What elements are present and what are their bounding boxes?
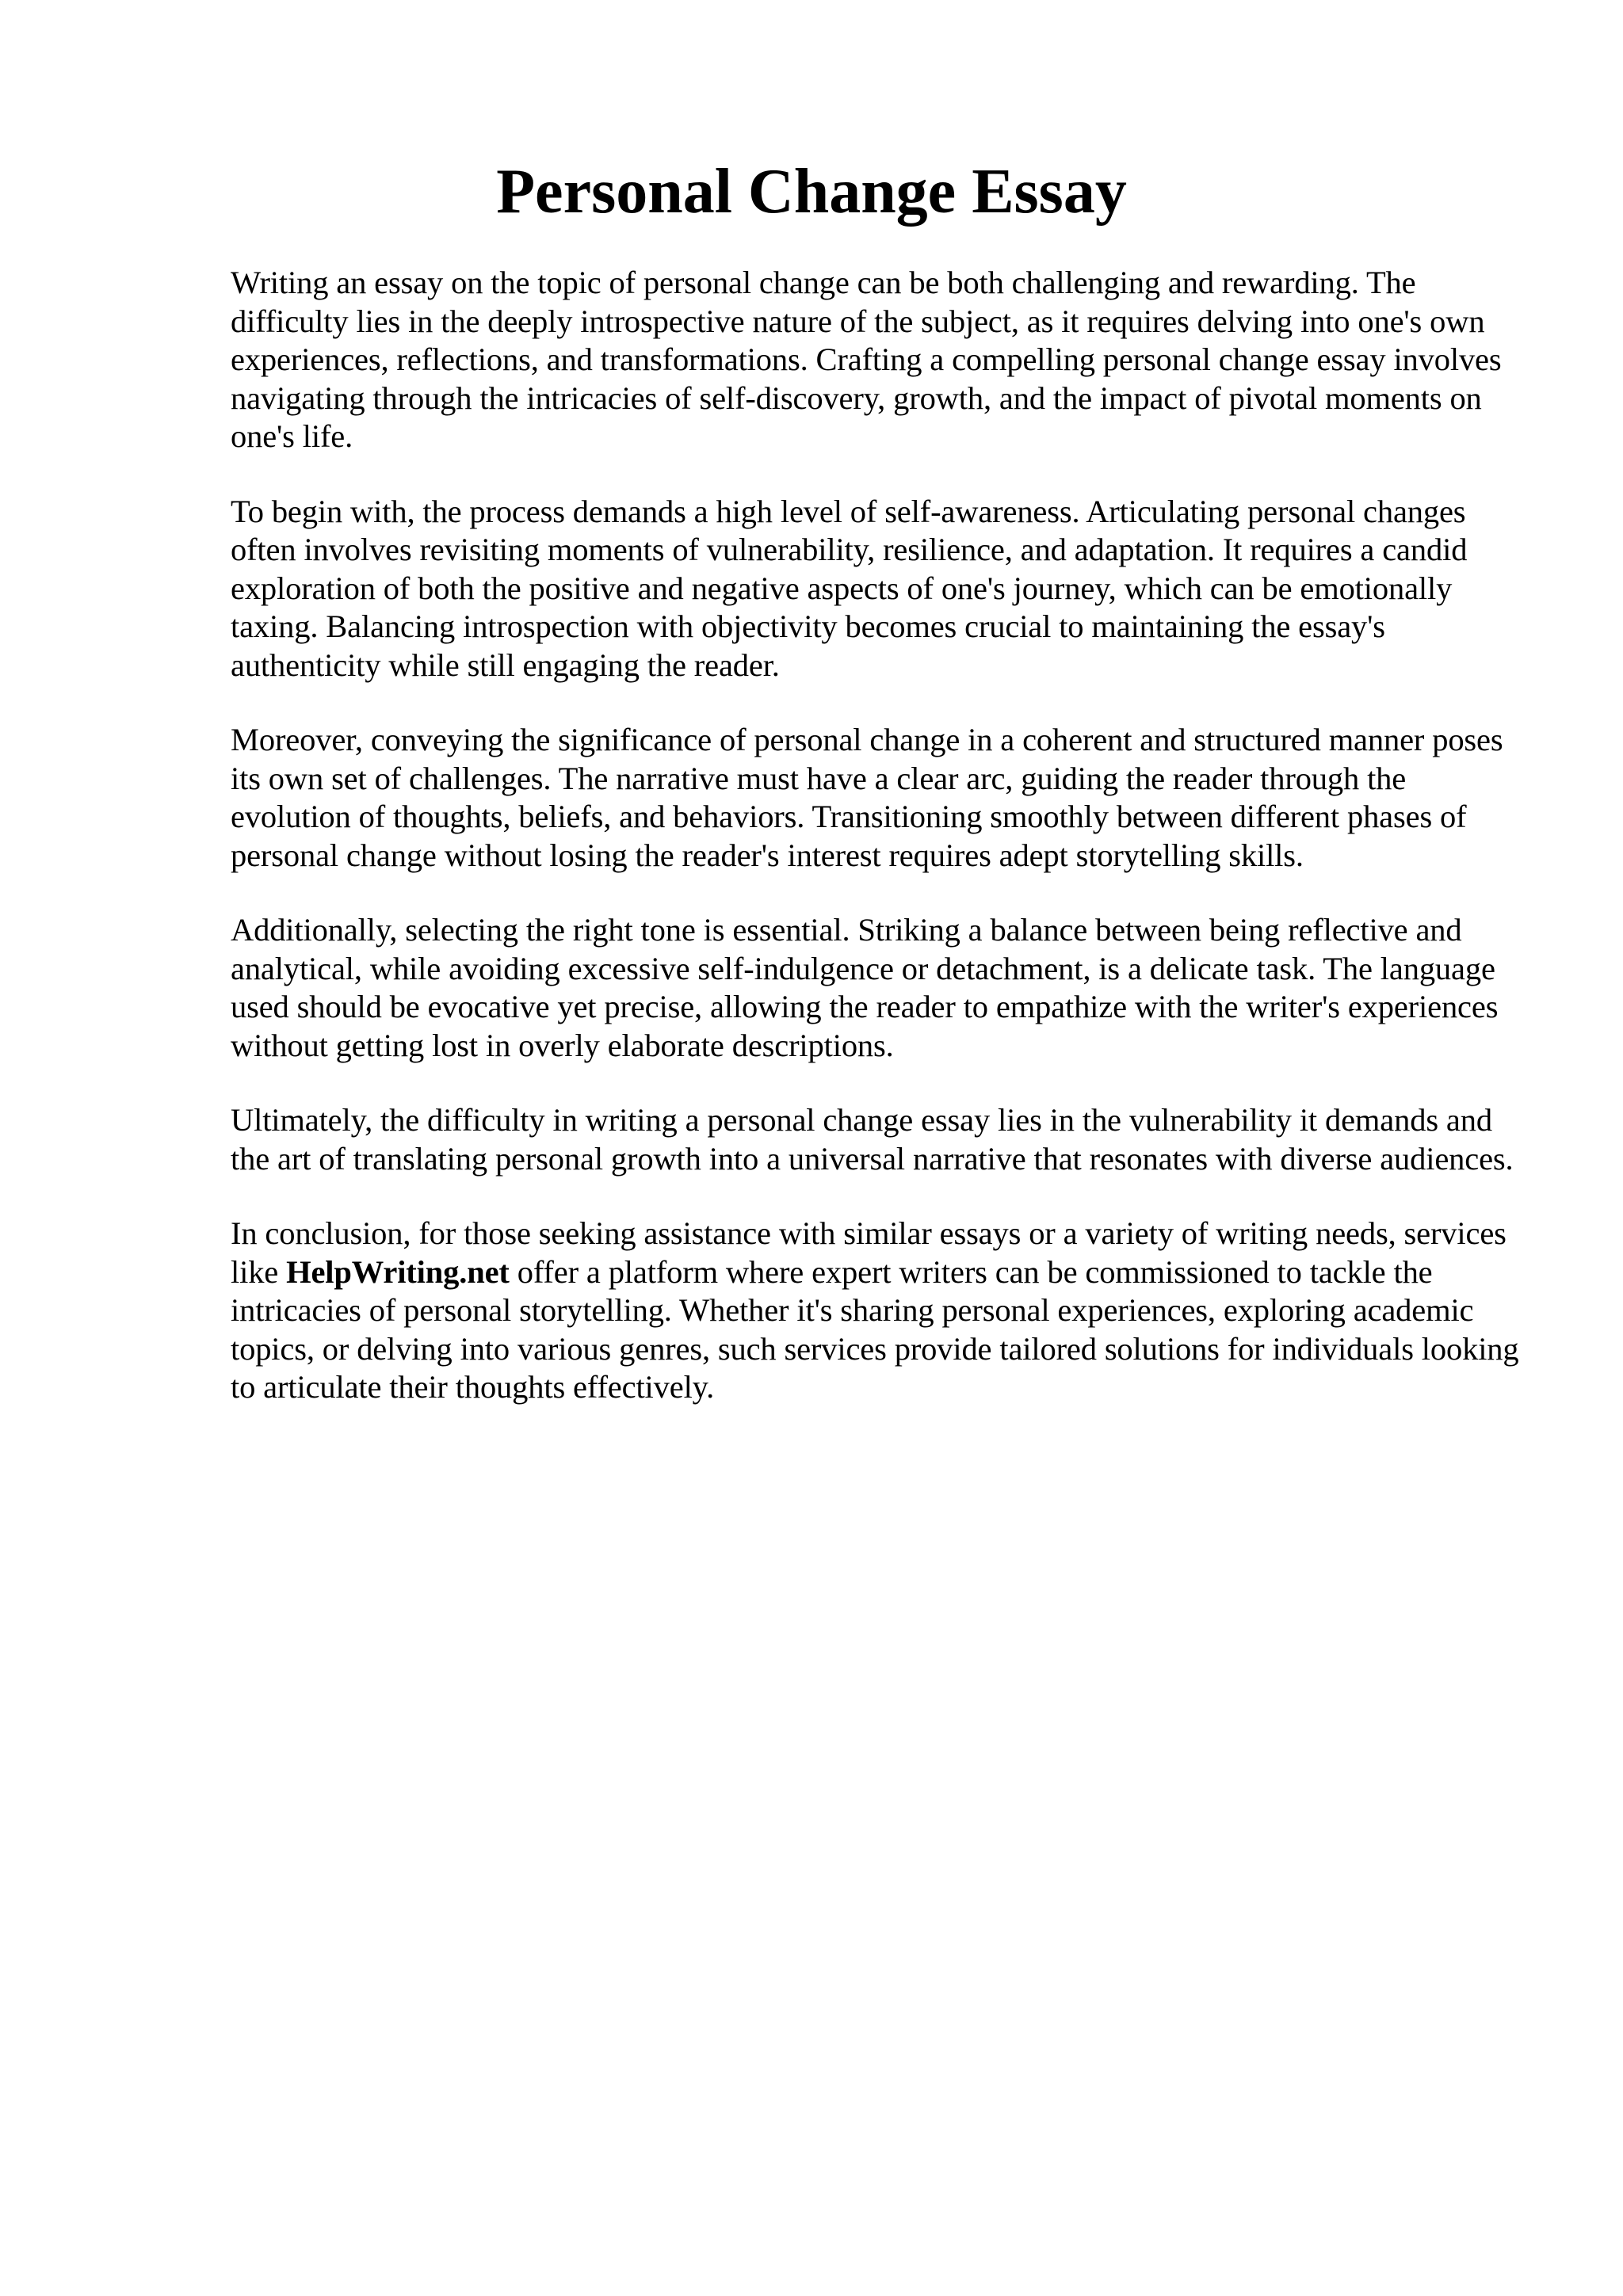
paragraph-narrative-structure: Moreover, conveying the significance of personal change in a coherent and structured manner poses its own set of challenges. The narrative must have a clear arc, guiding the reader through the evolution of thoughts, beliefs, and behaviors. Transitioning smoothly between different phases of personal change without losing the reader's interest requires adept storytelling skills. [231, 722, 1503, 873]
paragraph-conclusion [231, 1215, 1530, 1407]
paragraph-ultimately: Ultimately, the difficulty in writing a personal change essay lies in the vulnerability it demands and the art of translating personal growth into a universal narrative that resonates with diverse audiences. [231, 1102, 1514, 1177]
conclusion-text-after: offer a platform where expert writers can be commissioned to tackle the intricacies of personal storytelling. Whether it's sharing personal experiences, exploring academic topics, or delving into various genres, such services provide tailored solutions for individuals looking to articulate their thoughts effectively. [231, 1253, 1519, 1405]
paragraph-intro: Writing an essay on the topic of personal change can be both challenging and rewarding. The difficulty lies in the deeply introspective nature of the subject, as it requires delving into one's own experiences, reflections, and transformations. Crafting a compelling personal change essay involves navigating through the intricacies of self-discovery, growth, and the impact of pivotal moments on one's life. [231, 265, 1502, 454]
conclusion-text-before: In conclusion, for those seeking assistance with similar essays or a variety of writing needs, services like [231, 1215, 1507, 1290]
page-title: Personal Change Essay [496, 157, 1127, 227]
essay-body [231, 264, 1530, 1444]
paragraph-tone: Additionally, selecting the right tone is essential. Striking a balance between being reflective and analytical, while avoiding excessive self-indulgence or detachment, is a delicate task. The language used should be evocative yet precise, allowing the reader to empathize with the writer's experiences without getting lost in overly elaborate descriptions. [231, 912, 1499, 1063]
paragraph-self-awareness: To begin with, the process demands a high level of self-awareness. Articulating personal changes often involves revisiting moments of vulnerability, resilience, and adaptation. It requires a candid exploration of both the positive and negative aspects of one's journey, which can be emotionally taxing. Balancing introspection with objectivity becomes crucial to maintaining the essay's authenticity while still engaging the reader. [231, 493, 1468, 683]
helpwriting-brand-link[interactable]: HelpWriting.net [286, 1253, 510, 1290]
